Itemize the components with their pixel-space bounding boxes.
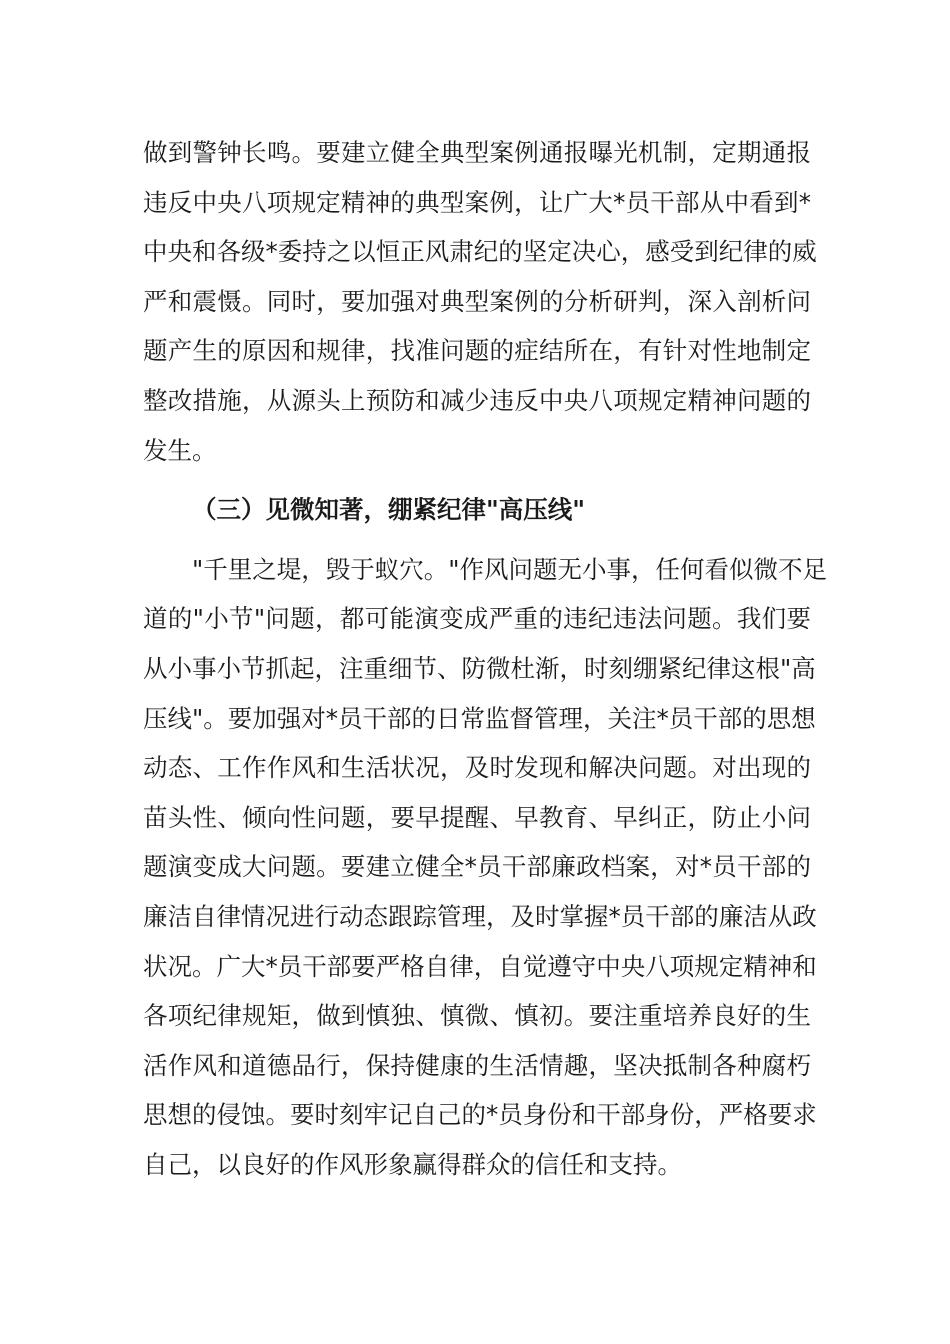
spacer [143,475,811,485]
paragraph-2-line: 苗头性、倾向性问题，要早提醒、早教育、早纠正，防止小问 [143,802,811,832]
paragraph-2-line: 题演变成大问题。要建立健全*员干部廉政档案，对*员干部的 [143,852,811,882]
paragraph-2-line: "千里之堤，毁于蚁穴。"作风问题无小事，任何看似微不足 [192,554,828,584]
paragraph-2-line: 自己，以良好的作风形象赢得群众的信任和支持。 [143,1149,682,1179]
paragraph-1-line: 发生。 [143,435,217,465]
paragraph-2 [143,545,828,1190]
paragraph-2-line: 压线"。要加强对*员干部的日常监督管理，关注*员干部的思想 [143,703,816,733]
paragraph-2-line: 动态、工作作风和生活状况，及时发现和解决问题。对出现的 [143,753,811,783]
paragraph-2-line: 廉洁自律情况进行动态跟踪管理，及时掌握*员干部的廉洁从政 [143,901,817,931]
section-heading: （三）见微知著，绷紧纪律"高压线" [192,495,586,525]
paragraph-1-line: 中央和各级*委持之以恒正风肃纪的坚定决心，感受到纪律的威 [143,237,817,267]
paragraph-2-line: 思想的侵蚀。要时刻牢记自己的*员身份和干部身份，严格要求 [143,1100,817,1130]
spacer [143,535,811,545]
document-body [143,128,828,1189]
paragraph-1-line: 整改措施，从源头上预防和减少违反中央八项规定精神问题的 [143,385,811,415]
paragraph-2-line: 从小事小节抓起，注重细节、防微杜渐，时刻绷紧纪律这根"高 [143,653,816,683]
paragraph-2-line: 各项纪律规矩，做到慎独、慎微、慎初。要注重培养良好的生 [143,1001,811,1031]
paragraph-1-line: 严和震慑。同时，要加强对典型案例的分析研判，深入剖析问 [143,286,811,316]
paragraph-1-line: 题产生的原因和规律，找准问题的症结所在，有针对性地制定 [143,336,811,366]
paragraph-2-line: 活作风和道德品行，保持健康的生活情趣，坚决抵制各种腐朽 [143,1050,811,1080]
paragraph-1-line: 做到警钟长鸣。要建立健全典型案例通报曝光机制，定期通报 [143,138,811,167]
paragraph-1 [143,128,817,475]
paragraph-1-line: 违反中央八项规定精神的典型案例，让广大*员干部从中看到* [143,187,811,217]
paragraph-2-line: 状况。广大*员干部要严格自律，自觉遵守中央八项规定精神和 [143,951,817,981]
paragraph-2-line: 道的"小节"问题，都可能演变成严重的违纪违法问题。我们要 [143,604,811,634]
